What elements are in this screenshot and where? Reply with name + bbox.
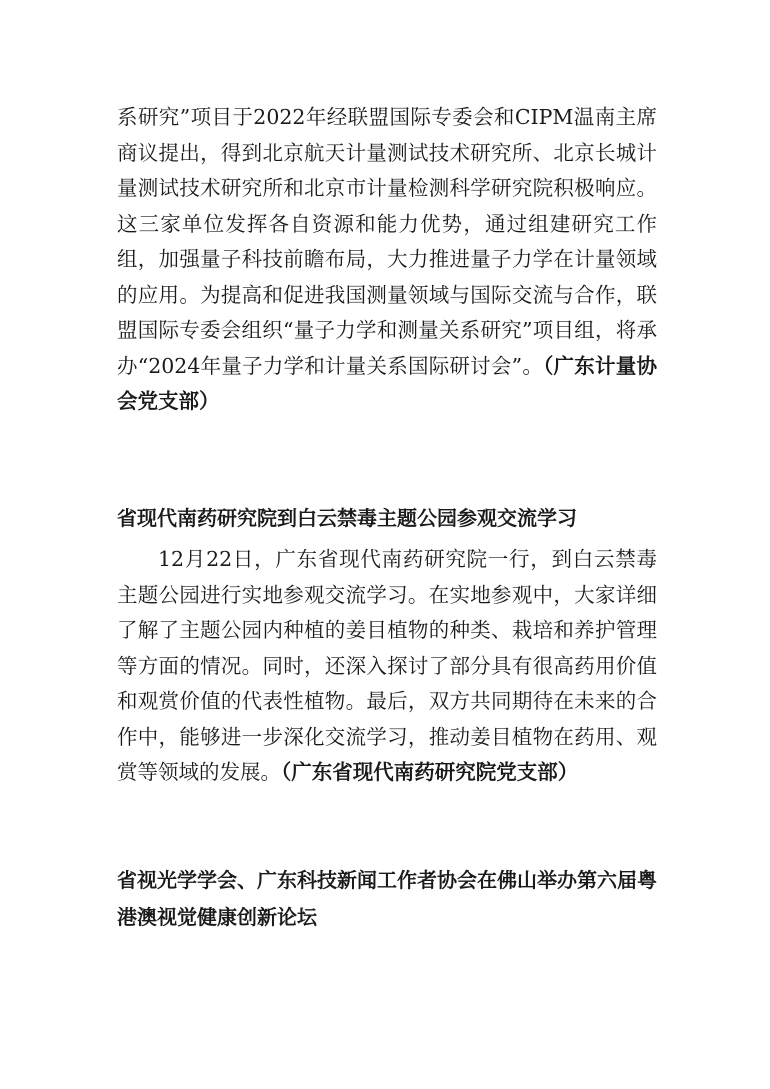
article-title: 省现代南药研究院到白云禁毒主题公园参观交流学习: [117, 506, 577, 530]
article-body-paragraph: [117, 542, 657, 791]
article-title: 省视光学学会、广东科技新闻工作者协会在佛山举办第六届粤港澳视觉健康创新论坛: [117, 868, 657, 929]
source-attribution: （广东计量协会党支部）: [117, 353, 657, 413]
paragraph-text: 系研究”项目于2022年经联盟国际专委会和CIPM温南主席商议提出，得到北京航天计量测试技术研究所、北京长城计量测试技术研究所和北京市计量检测科学研究院积极响应。这三家单位发挥各自资源和能力优势，通过组建研究工作组，加强量子科技前瞻布局，大力推进量子力学在计量领域的应用。为提高和促进我国测量领域与国际交流与合作，联盟国际专委会组织“量子力学和测量关系研究”项目组，将承办“2024年量子力学和计量关系国际研讨会”。: [117, 105, 657, 378]
article-continued-paragraph: [117, 100, 657, 420]
source-attribution: （广东省现代南药研究院党支部）: [281, 760, 579, 784]
paragraph-text: 12月22日，广东省现代南药研究院一行，到白云禁毒主题公园进行实地参观交流学习。在实地参观中，大家详细了解了主题公园内种植的姜目植物的种类、栽培和养护管理等方面的情况。同时，还深入探讨了部分具有很高药用价值和观赏价值的代表性植物。最后，双方共同期待在未来的合作中，能够进一步深化交流学习，推动姜目植物在药用、观赏等领域的发展。: [117, 547, 657, 784]
